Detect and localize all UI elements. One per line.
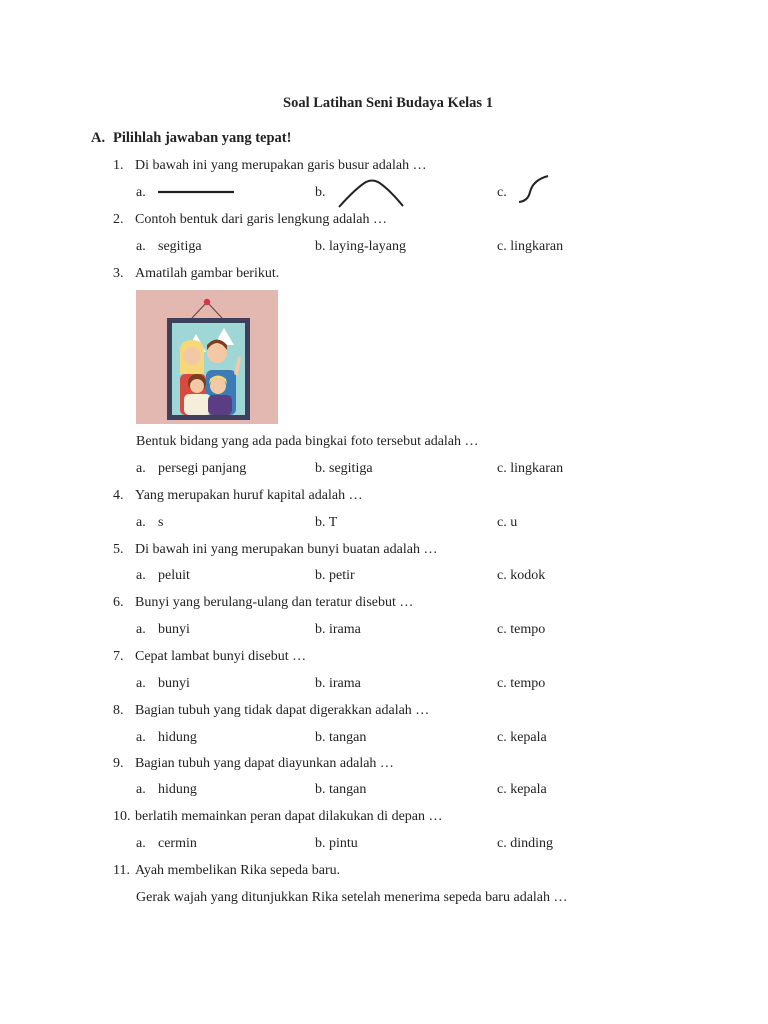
straight-line-icon [156,186,238,198]
option-text: tangan [329,730,367,745]
option-label: b. [315,730,326,745]
option-label: b. [315,239,326,254]
option-label: a. [136,185,146,200]
s-curve-line-icon [516,174,552,206]
question-text: Di bawah ini yang merupakan garis busur adalah … [135,158,427,173]
question-11-followup [136,890,568,906]
option-6b [315,622,361,638]
option-8b [315,730,366,746]
option-text: irama [329,676,361,691]
option-label: b. [315,676,326,691]
option-10a [136,836,197,852]
option-label: b. [315,515,326,530]
option-label: a. [136,515,146,530]
option-6c [497,622,545,638]
option-8a [136,730,197,746]
option-7a [136,676,190,692]
question-text: Contoh bentuk dari garis lengkung adalah … [135,212,387,227]
option-text: pintu [329,836,358,851]
pin-icon [204,299,210,305]
option-2a [136,239,202,255]
option-text: kepala [510,730,547,745]
option-label: a. [136,782,146,797]
option-text: bunyi [158,676,190,691]
option-text: cermin [158,836,197,851]
option-label: c. [497,515,507,530]
option-text: dinding [510,836,553,851]
option-text: T [328,515,338,530]
question-number: 1. [113,158,124,173]
option-label: c. [497,461,507,476]
option-label: a. [136,730,146,745]
option-text: tempo [510,676,546,691]
option-text: hidung [158,782,197,797]
option-9b [315,782,366,798]
option-5a [136,568,190,584]
option-label: c. [497,239,507,254]
option-label: a. [136,836,146,851]
question-number: 2. [113,212,124,227]
question-number: 8. [113,703,124,718]
option-text: laying-layang [329,239,406,254]
option-label: a. [136,461,146,476]
option-text: lingkaran [510,461,564,476]
option-10b [315,836,358,852]
option-label: c. [497,568,507,583]
option-text: petir [329,568,355,583]
option-text: hidung [158,730,197,745]
option-6a [136,622,190,638]
question-text: Amatilah gambar berikut. [135,266,280,281]
option-label: b. [315,568,326,583]
option-label: c. [497,185,507,200]
option-label: c. [497,836,507,851]
option-text: bunyi [158,622,190,637]
question-number: 5. [113,542,124,557]
question-3 [113,266,279,282]
question-7 [113,649,306,665]
arc-line-icon [336,178,408,210]
question-2 [113,212,387,228]
option-3c [497,461,563,477]
option-text: kepala [510,782,547,797]
option-text: segitiga [158,239,202,254]
option-label: a. [136,676,146,691]
question-text: Cepat lambat bunyi disebut … [135,649,307,664]
option-text: irama [329,622,361,637]
option-2b [315,239,406,255]
question-5 [113,542,437,558]
family-photo-frame-image [136,290,278,424]
question-text: Bagian tubuh yang dapat diayunkan adalah … [135,756,394,771]
option-label: b. [315,836,326,851]
page-title [0,95,768,111]
option-label: a. [136,568,146,583]
question-number: 3. [113,266,124,281]
option-label: b. [315,782,326,797]
question-text: Gerak wajah yang ditunjukkan Rika setelah menerima sepeda baru adalah … [136,890,568,905]
page-title-text: Soal Latihan Seni Budaya Kelas 1 [283,95,493,111]
question-8 [113,703,429,719]
option-label: a. [136,622,146,637]
option-label: a. [136,239,146,254]
option-9c [497,782,547,798]
option-3b [315,461,373,477]
option-text: lingkaran [510,239,564,254]
option-4c [497,515,517,531]
question-number: 11. [113,863,130,878]
option-label: b. [315,461,326,476]
option-4b [315,515,337,531]
option-label: c. [497,782,507,797]
option-7b [315,676,361,692]
option-9a [136,782,197,798]
question-number: 10. [113,809,131,824]
option-1b [315,185,337,201]
question-number: 6. [113,595,124,610]
question-text: Bunyi yang berulang-ulang dan teratur disebut … [135,595,414,610]
question-1 [113,158,427,174]
question-number: 4. [113,488,124,503]
option-text: persegi panjang [158,461,247,476]
section-instruction: Pilihlah jawaban yang tepat! [113,130,292,146]
option-label: c. [497,622,507,637]
question-text: Di bawah ini yang merupakan bunyi buatan adalah … [135,542,438,557]
option-1a [136,185,158,201]
option-label: b. [315,622,326,637]
option-text: kodok [510,568,546,583]
question-4 [113,488,363,504]
question-number: 9. [113,756,124,771]
question-10 [113,809,443,825]
option-7c [497,676,545,692]
option-text: segitiga [329,461,373,476]
option-text: s [158,515,164,530]
option-8c [497,730,547,746]
option-label: c. [497,730,507,745]
option-5b [315,568,355,584]
option-5c [497,568,545,584]
option-text: tempo [510,622,546,637]
option-text: tangan [329,782,367,797]
question-text: Ayah membelikan Rika sepeda baru. [135,863,341,878]
question-6 [113,595,413,611]
question-text: Bagian tubuh yang tidak dapat digerakkan adalah … [135,703,430,718]
option-4a [136,515,163,531]
option-label: c. [497,676,507,691]
question-text: berlatih memainkan peran dapat dilakukan di depan … [135,809,443,824]
option-2c [497,239,563,255]
section-heading [91,130,291,146]
question-11 [113,863,340,879]
question-9 [113,756,394,772]
option-text: u [510,515,518,530]
section-letter: A. [91,130,106,146]
option-label: b. [315,185,326,200]
option-10c [497,836,553,852]
question-3-followup [136,434,479,450]
question-text: Yang merupakan huruf kapital adalah … [135,488,363,503]
option-3a [136,461,246,477]
question-text: Bentuk bidang yang ada pada bingkai foto tersebut adalah … [136,434,479,449]
option-text: peluit [158,568,190,583]
question-number: 7. [113,649,124,664]
